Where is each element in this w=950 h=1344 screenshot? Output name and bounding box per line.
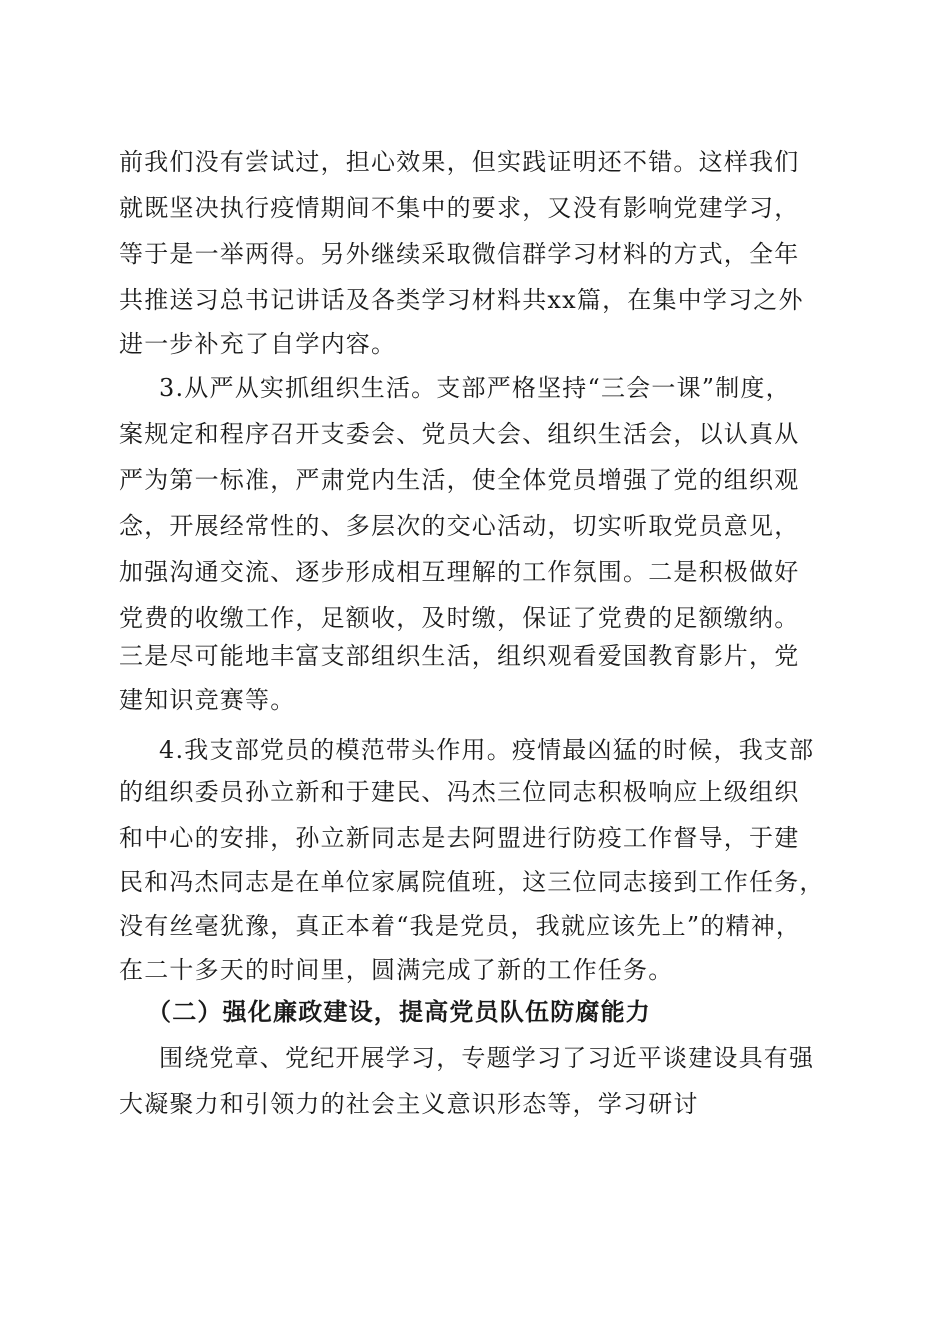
- paragraph-line: 等于是一举两得。另外继续采取微信群学习材料的方式，全年: [119, 240, 800, 268]
- paragraph-line: 没有丝毫犹豫，真正本着“我是党员，我就应该先上”的精神，: [119, 912, 802, 940]
- paragraph-line: 三是尽可能地丰富支部组织生活，组织观看爱国教育影片，党: [119, 642, 800, 670]
- paragraph-line: 4.我支部党员的模范带头作用。疫情最凶猛的时候，我支部: [159, 736, 815, 764]
- paragraph-line: 就既坚决执行疫情期间不集中的要求，又没有影响党建学习，: [119, 194, 800, 222]
- section-heading: （二）强化廉政建设，提高党员队伍防腐能力: [147, 997, 651, 1026]
- paragraph-line: 进一步补充了自学内容。: [119, 330, 397, 358]
- paragraph-line: 建知识竞赛等。: [119, 686, 296, 714]
- paragraph-line: 念，开展经常性的、多层次的交心活动，切实听取党员意见，: [119, 512, 800, 540]
- paragraph-line: 大凝聚力和引领力的社会主义意识形态等，学习研讨: [119, 1090, 699, 1118]
- paragraph-line: 在二十多天的时间里，圆满完成了新的工作任务。: [119, 956, 674, 984]
- paragraph-line: 严为第一标准，严肃党内生活，使全体党员增强了党的组织观: [119, 466, 800, 494]
- paragraph-line: 3.从严从实抓组织生活。支部严格坚持“三会一课”制度，: [159, 374, 791, 402]
- paragraph-line: 加强沟通交流、逐步形成相互理解的工作氛围。二是积极做好: [119, 558, 800, 586]
- paragraph-line: 围绕党章、党纪开展学习，专题学习了习近平谈建设具有强: [159, 1044, 815, 1072]
- paragraph-line: 共推送习总书记讲话及各类学习材料共xx篇，在集中学习之外: [119, 286, 804, 314]
- paragraph-line: 民和冯杰同志是在单位家属院值班，这三位同志接到工作任务，: [119, 868, 825, 896]
- paragraph-line: 的组织委员孙立新和于建民、冯杰三位同志积极响应上级组织: [119, 778, 800, 806]
- paragraph-line: 党费的收缴工作，足额收，及时缴，保证了党费的足额缴纳。: [119, 604, 800, 632]
- paragraph-line: 和中心的安排，孙立新同志是去阿盟进行防疫工作督导，于建: [119, 824, 800, 852]
- paragraph-line: 前我们没有尝试过，担心效果，但实践证明还不错。这样我们: [119, 148, 800, 176]
- paragraph-line: 案规定和程序召开支委会、党员大会、组织生活会，以认真从: [119, 420, 800, 448]
